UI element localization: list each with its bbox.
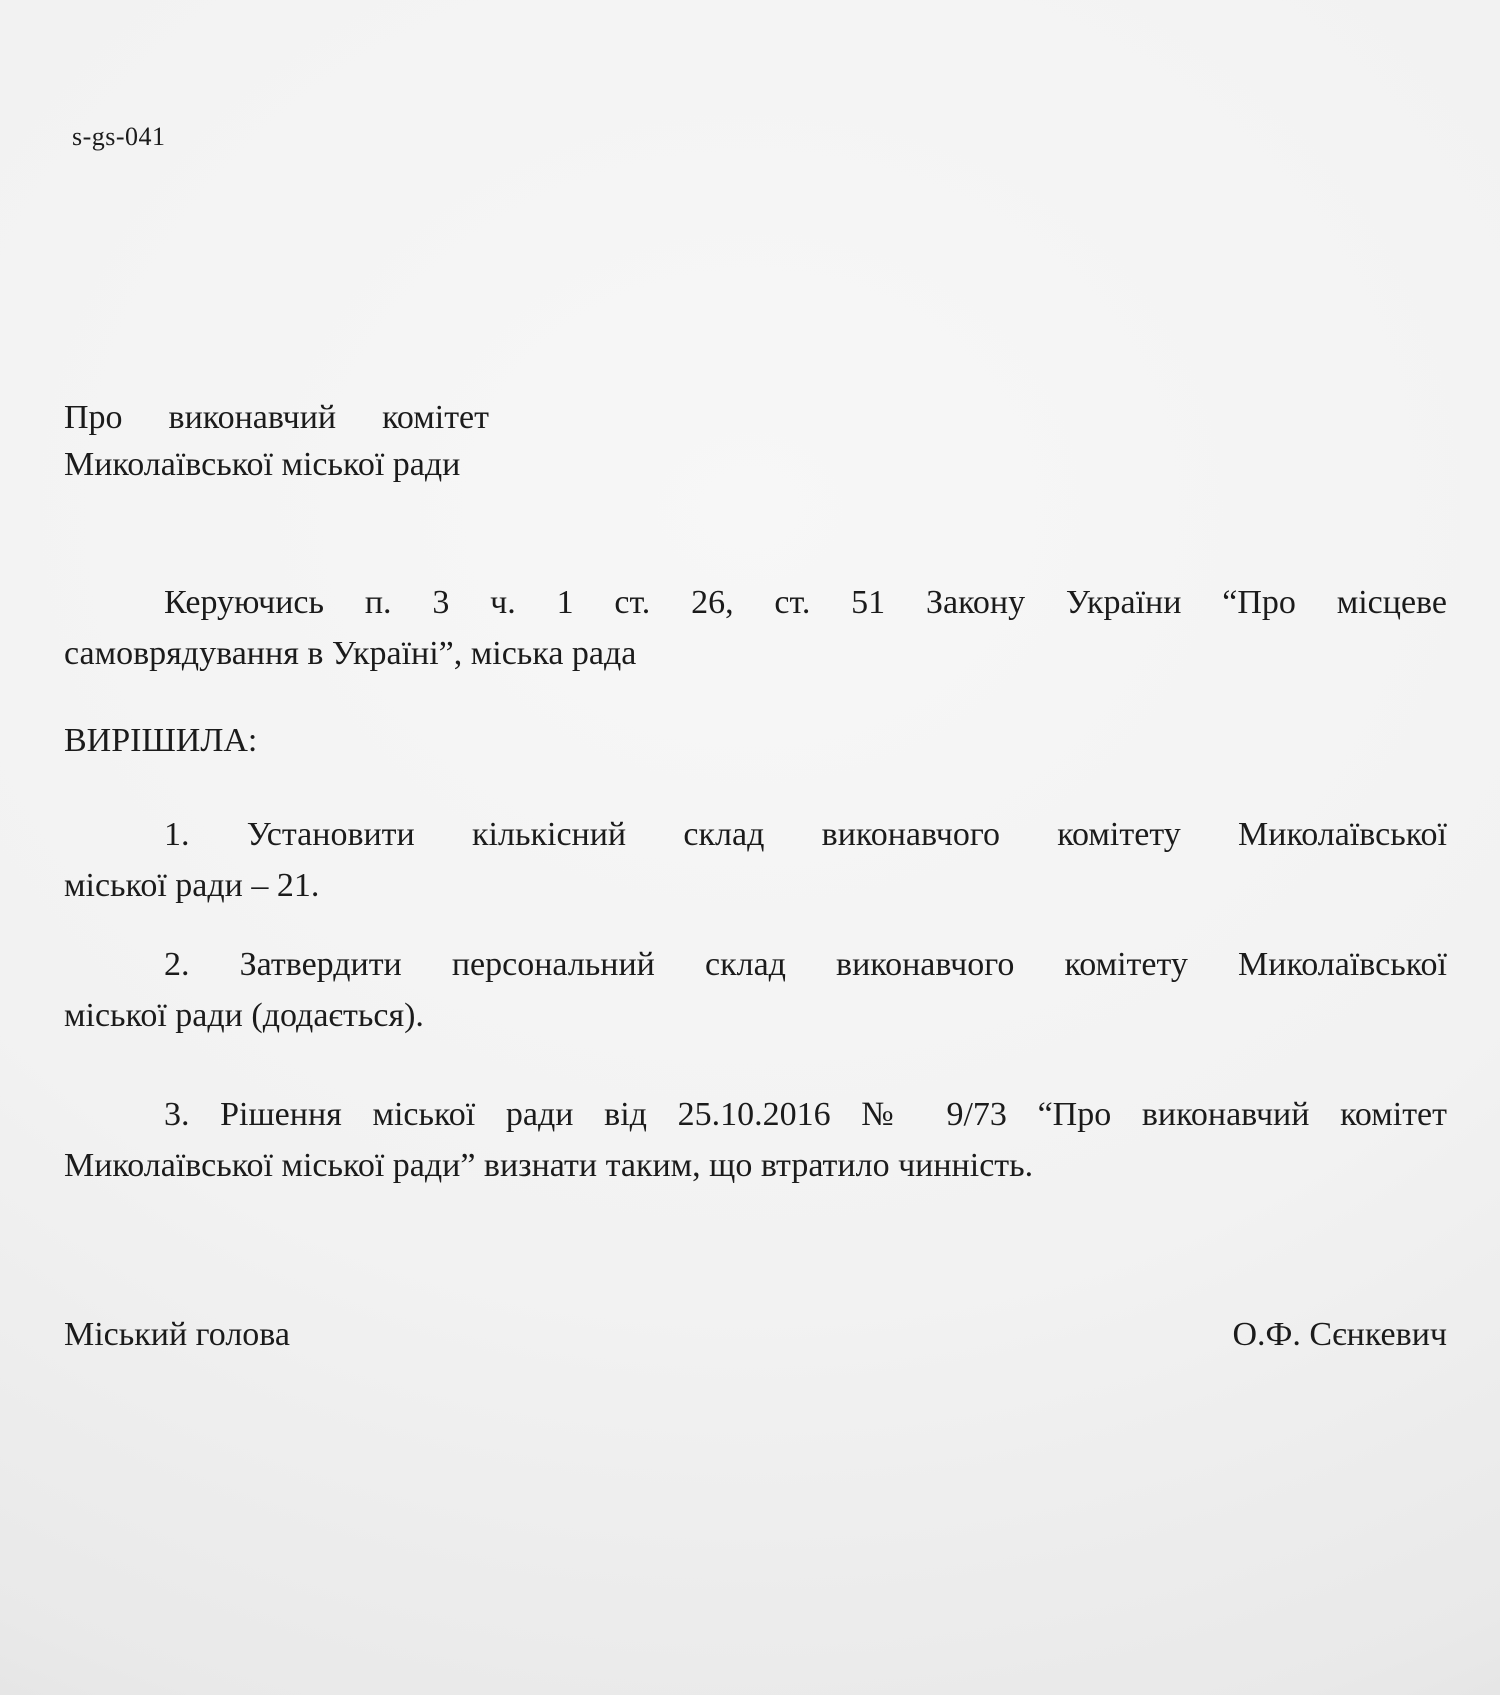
preamble-line-1: Керуючись п. 3 ч. 1 ст. 26, ст. 51 Закону України “Про місцеве — [164, 584, 1447, 621]
item-3-line-1: 3. Рішення міської ради від 25.10.2016 № 9/73 “Про виконавчий комітет — [164, 1096, 1447, 1133]
resolution-item-1 — [64, 809, 1447, 911]
subject-line-1: Про виконавчий комітет — [64, 399, 489, 436]
subject-line-2: Миколаївської міської ради — [64, 446, 461, 483]
preamble-paragraph — [64, 577, 1447, 679]
item-2-line-1: 2. Затвердити персональний склад виконавчого комітету Миколаївської — [164, 946, 1447, 983]
resolution-item-3 — [64, 1089, 1447, 1191]
signature-row — [64, 1309, 1447, 1360]
item-3-line-2: Миколаївської міської ради” визнати таким, що втратило чинність. — [64, 1147, 1034, 1184]
signature-role: Міський голова — [64, 1316, 290, 1353]
signature-name: О.Ф. Сєнкевич — [1232, 1316, 1447, 1353]
item-1-line-2: міської ради – 21. — [64, 867, 320, 904]
resolution-heading: ВИРІШИЛА: — [64, 722, 258, 759]
item-2-line-2: міської ради (додається). — [64, 997, 424, 1034]
document-code: s-gs-041 — [72, 122, 166, 151]
item-1-line-1: 1. Установити кількісний склад виконавчого комітету Миколаївської — [164, 816, 1447, 853]
resolution-item-2 — [64, 939, 1447, 1041]
preamble-line-2: самоврядування в Україні”, міська рада — [64, 635, 637, 672]
document-subject — [64, 394, 489, 488]
